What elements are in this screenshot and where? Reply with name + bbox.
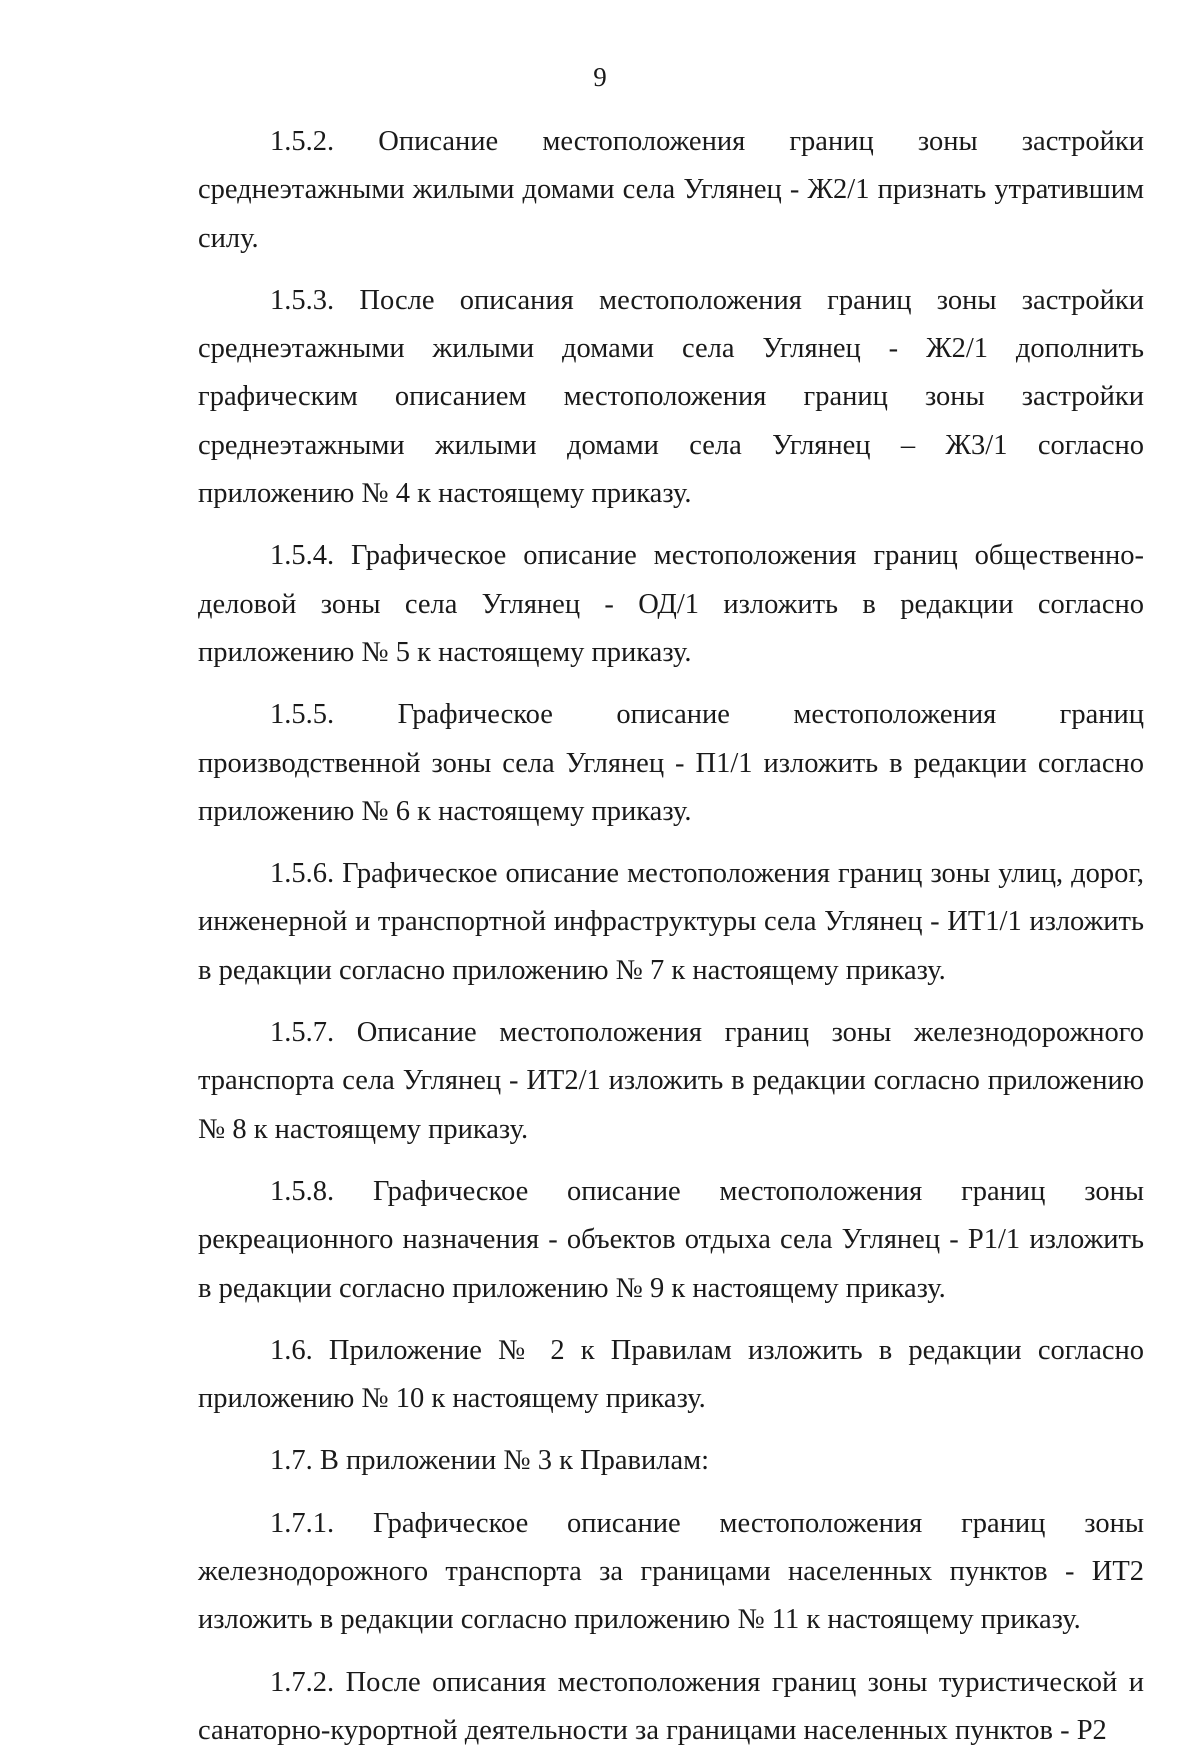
page-number: 9: [593, 62, 607, 92]
paragraph-1-5-6: 1.5.6. Графическое описание местоположения границ зоны улиц, дорог, инженерной и транспортной инфраструктуры села Углянец - ИТ1/1 изложить в редакции согласно приложению № 7 к настоящему приказу.: [198, 858, 1144, 986]
paragraph-1-6: 1.6. Приложение № 2 к Правилам изложить в редакции согласно приложению № 10 к настоящему приказу.: [198, 1334, 1144, 1415]
paragraph-1-5-2: 1.5.2. Описание местоположения границ зоны застройки среднеэтажными жилыми домами села Углянец - Ж2/1 признать утратившим силу.: [198, 126, 1144, 254]
paragraph-1-5-3: 1.5.3. После описания местоположения границ зоны застройки среднеэтажными жилыми домами села Углянец - Ж2/1 дополнить графическим описанием местоположения границ зоны застройки среднеэтажными жилыми домами села Углянец – Ж3/1 согласно приложению № 4 к настоящему приказу.: [198, 284, 1144, 510]
paragraph-1-5-8: 1.5.8. Графическое описание местоположения границ зоны рекреационного назначения - объектов отдыха села Углянец - Р1/1 изложить в редакции согласно приложению № 9 к настоящему приказу.: [198, 1175, 1144, 1304]
paragraph-1-7-1: 1.7.1. Графическое описание местоположения границ зоны железнодорожного транспорта за границами населенных пунктов - ИТ2 изложить в редакции согласно приложению № 11 к настоящему приказу.: [198, 1507, 1144, 1636]
paragraph-1-5-4: 1.5.4. Графическое описание местоположения границ общественно-деловой зоны села Углянец - ОД/1 изложить в редакции согласно приложению № 5 к настоящему приказу.: [198, 540, 1144, 668]
paragraph-1-5-5: 1.5.5. Графическое описание местоположения границ производственной зоны села Углянец - П1/1 изложить в редакции согласно приложению № 6 к настоящему приказу.: [198, 699, 1144, 827]
paragraph-1-5-7: 1.5.7. Описание местоположения границ зоны железнодорожного транспорта села Углянец - ИТ2/1 изложить в редакции согласно приложению № 8 к настоящему приказу.: [198, 1017, 1144, 1145]
paragraph-1-7-2: 1.7.2. После описания местоположения границ зоны туристической и санаторно-курортной деятельности за границами населенных пунктов - Р2: [198, 1666, 1144, 1746]
paragraph-1-7: 1.7. В приложении № 3 к Правилам:: [270, 1445, 710, 1477]
document-body: [198, 118, 1144, 1755]
